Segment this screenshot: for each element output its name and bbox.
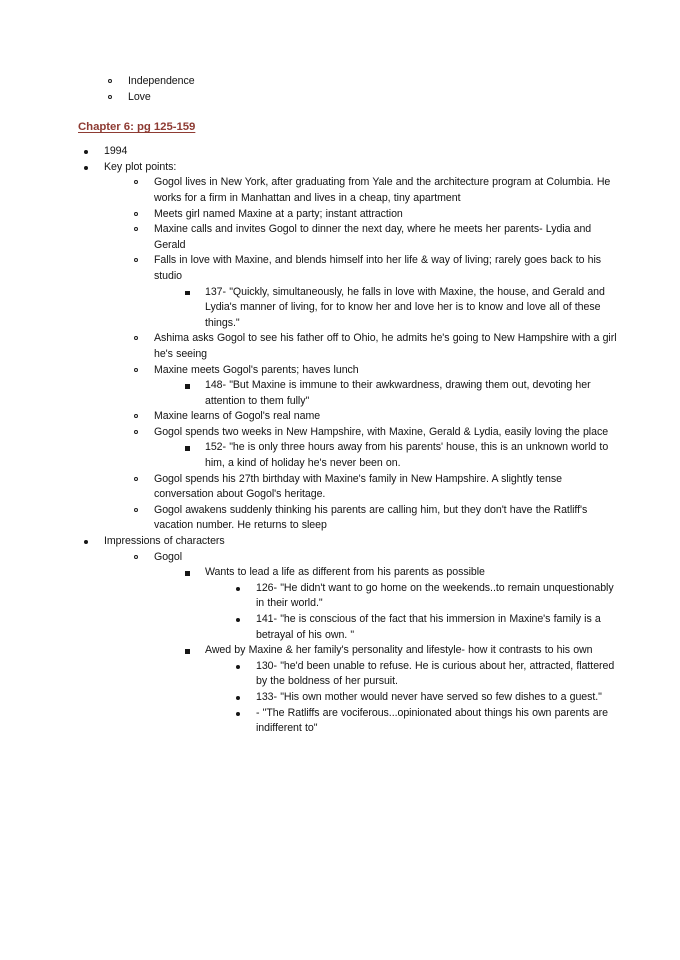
outline-item-l4	[230, 706, 623, 737]
outline-item-l2	[102, 90, 623, 106]
outline-item-label: 1994	[104, 145, 128, 158]
outline-item-l2	[128, 550, 623, 737]
outline-item-l1	[78, 144, 623, 160]
outline-sublist-l2	[128, 175, 623, 534]
outline-item-l1	[78, 534, 623, 737]
outline-sublist-l3	[179, 285, 623, 332]
outline-item-label: 152- "he is only three hours away from his parents' house, this is an unknown world to him, a kind of holiday he's never been on.	[205, 441, 609, 470]
outline-sublist-l4	[230, 581, 623, 643]
bullet-marker-l2-icon	[134, 430, 138, 434]
outline-item-l4	[230, 612, 623, 643]
bullet-marker-l3-icon	[185, 446, 190, 451]
bullet-marker-l2-icon	[108, 79, 112, 83]
outline-item-l2	[128, 363, 623, 410]
outline-item-l2	[128, 175, 623, 206]
bullet-marker-l3-icon	[185, 571, 190, 576]
outline-item-label: Meets girl named Maxine at a party; instant attraction	[154, 207, 403, 220]
outline-item-label: Falls in love with Maxine, and blends himself into her life & way of living; rarely goes back to his studio	[154, 254, 602, 282]
outline-item-label: Gogol	[154, 550, 183, 563]
outline-sublist-l2	[128, 550, 623, 737]
chapter-heading: Chapter 6: pg 125-159	[78, 121, 196, 134]
bullet-marker-l2-icon	[134, 336, 138, 340]
outline-item-l3	[179, 643, 623, 737]
outline-item-l2	[128, 409, 623, 425]
outline-item-label: Maxine learns of Gogol's real name	[154, 410, 321, 423]
outline-item-l2	[128, 331, 623, 362]
outline-item-label: 148- "But Maxine is immune to their awkwardness, drawing them out, devoting her attention to them fully"	[205, 379, 591, 407]
outline-sublist-l4	[230, 659, 623, 737]
outline-item-l2	[128, 472, 623, 503]
bullet-marker-l4-icon	[236, 665, 240, 669]
bullet-marker-l1-icon	[84, 166, 88, 170]
outline-item-label: 126- "He didn't want to go home on the weekends..to remain unquestionably in their world."	[256, 581, 614, 610]
outline-item-label: Gogol spends his 27th birthday with Maxine's family in New Hampshire. A slightly tense conversation about Gogol's heritage.	[154, 472, 562, 501]
outline-item-label: Gogol awakens suddenly thinking his parents are calling him, but they don't have the Ratliff's vacation number. He returns to sleep	[154, 503, 588, 532]
outline-sublist-l3	[179, 378, 623, 409]
outline-item-label: Awed by Maxine & her family's personality and lifestyle- how it contrasts to his own	[205, 644, 593, 657]
bullet-marker-l4-icon	[236, 696, 240, 700]
bullet-marker-l3-icon	[185, 291, 190, 296]
outline-root	[78, 144, 623, 737]
outline-item-label: Impressions of characters	[104, 535, 225, 548]
bullet-marker-l4-icon	[236, 587, 240, 591]
bullet-marker-l2-icon	[134, 212, 138, 216]
outline-item-label: - "The Ratliffs are vociferous...opinionated about things his own parents are indifferent to"	[256, 706, 608, 735]
outline-item-l2	[128, 425, 623, 472]
bullet-marker-l2-icon	[134, 477, 138, 481]
bullet-marker-l2-icon	[134, 258, 138, 262]
outline-item-label: Key plot points:	[104, 160, 177, 173]
outline-item-l2	[128, 253, 623, 331]
continued-list	[102, 74, 623, 105]
bullet-marker-l3-icon	[185, 384, 190, 389]
outline-item-label: Maxine calls and invites Gogol to dinner the next day, where he meets her parents- Lydia and Gerald	[154, 223, 592, 251]
outline-sublist-l3	[179, 565, 623, 737]
outline-item-label: 137- "Quickly, simultaneously, he falls in love with Maxine, the house, and Gerald and Lydia's manner of living, for to know her and love her is to know and love all of these things."	[205, 285, 605, 329]
outline-item-l2	[128, 222, 623, 253]
outline-item-label: Gogol spends two weeks in New Hampshire, with Maxine, Gerald & Lydia, easily loving the place	[154, 425, 609, 438]
outline-item-label: Independence	[128, 75, 195, 87]
outline-item-l4	[230, 581, 623, 612]
outline-item-label: 130- "he'd been unable to refuse. He is curious about her, attracted, flattered by the boldness of her pursuit.	[256, 659, 615, 688]
bullet-marker-l2-icon	[134, 368, 138, 372]
bullet-marker-l1-icon	[84, 540, 88, 544]
bullet-marker-l2-icon	[134, 555, 138, 559]
outline-item-l4	[230, 659, 623, 690]
outline-item-l3	[179, 378, 623, 409]
outline-item-l2	[128, 207, 623, 223]
outline-item-label: Love	[128, 90, 151, 103]
outline-item-label: Ashima asks Gogol to see his father off to Ohio, he admits he's going to New Hampshire with a girl he's seeing	[154, 332, 617, 360]
bullet-marker-l4-icon	[236, 712, 240, 716]
outline-item-label: Maxine meets Gogol's parents; haves lunch	[154, 363, 359, 376]
outline-item-label: Gogol lives in New York, after graduating from Yale and the architecture program at Columbia. He works for a firm in Manhattan and lives in a cheap, tiny apartment	[154, 176, 611, 204]
outline-item-l2	[102, 74, 623, 90]
outline-item-l4	[230, 690, 623, 706]
bullet-marker-l4-icon	[236, 618, 240, 622]
bullet-marker-l2-icon	[108, 95, 112, 99]
bullet-marker-l2-icon	[134, 414, 138, 418]
outline-sublist-l3	[179, 440, 623, 471]
outline-item-l3	[179, 440, 623, 471]
bullet-marker-l2-icon	[134, 508, 138, 512]
outline-item-label: 141- "he is conscious of the fact that his immersion in Maxine's family is a betrayal of his own. "	[256, 613, 601, 641]
bullet-marker-l3-icon	[185, 649, 190, 654]
bullet-marker-l2-icon	[134, 180, 138, 184]
outline-item-label: 133- "His own mother would never have served so few dishes to a guest."	[256, 690, 602, 703]
bullet-marker-l2-icon	[134, 227, 138, 231]
outline-item-l2	[128, 503, 623, 534]
outline-item-l3	[179, 285, 623, 332]
bullet-marker-l1-icon	[84, 150, 88, 154]
notes-content	[78, 74, 623, 737]
chapter-heading-row	[78, 105, 623, 144]
outline-item-label: Wants to lead a life as different from his parents as possible	[205, 566, 485, 579]
outline-item-l1	[78, 160, 623, 534]
outline-item-l3	[179, 565, 623, 643]
